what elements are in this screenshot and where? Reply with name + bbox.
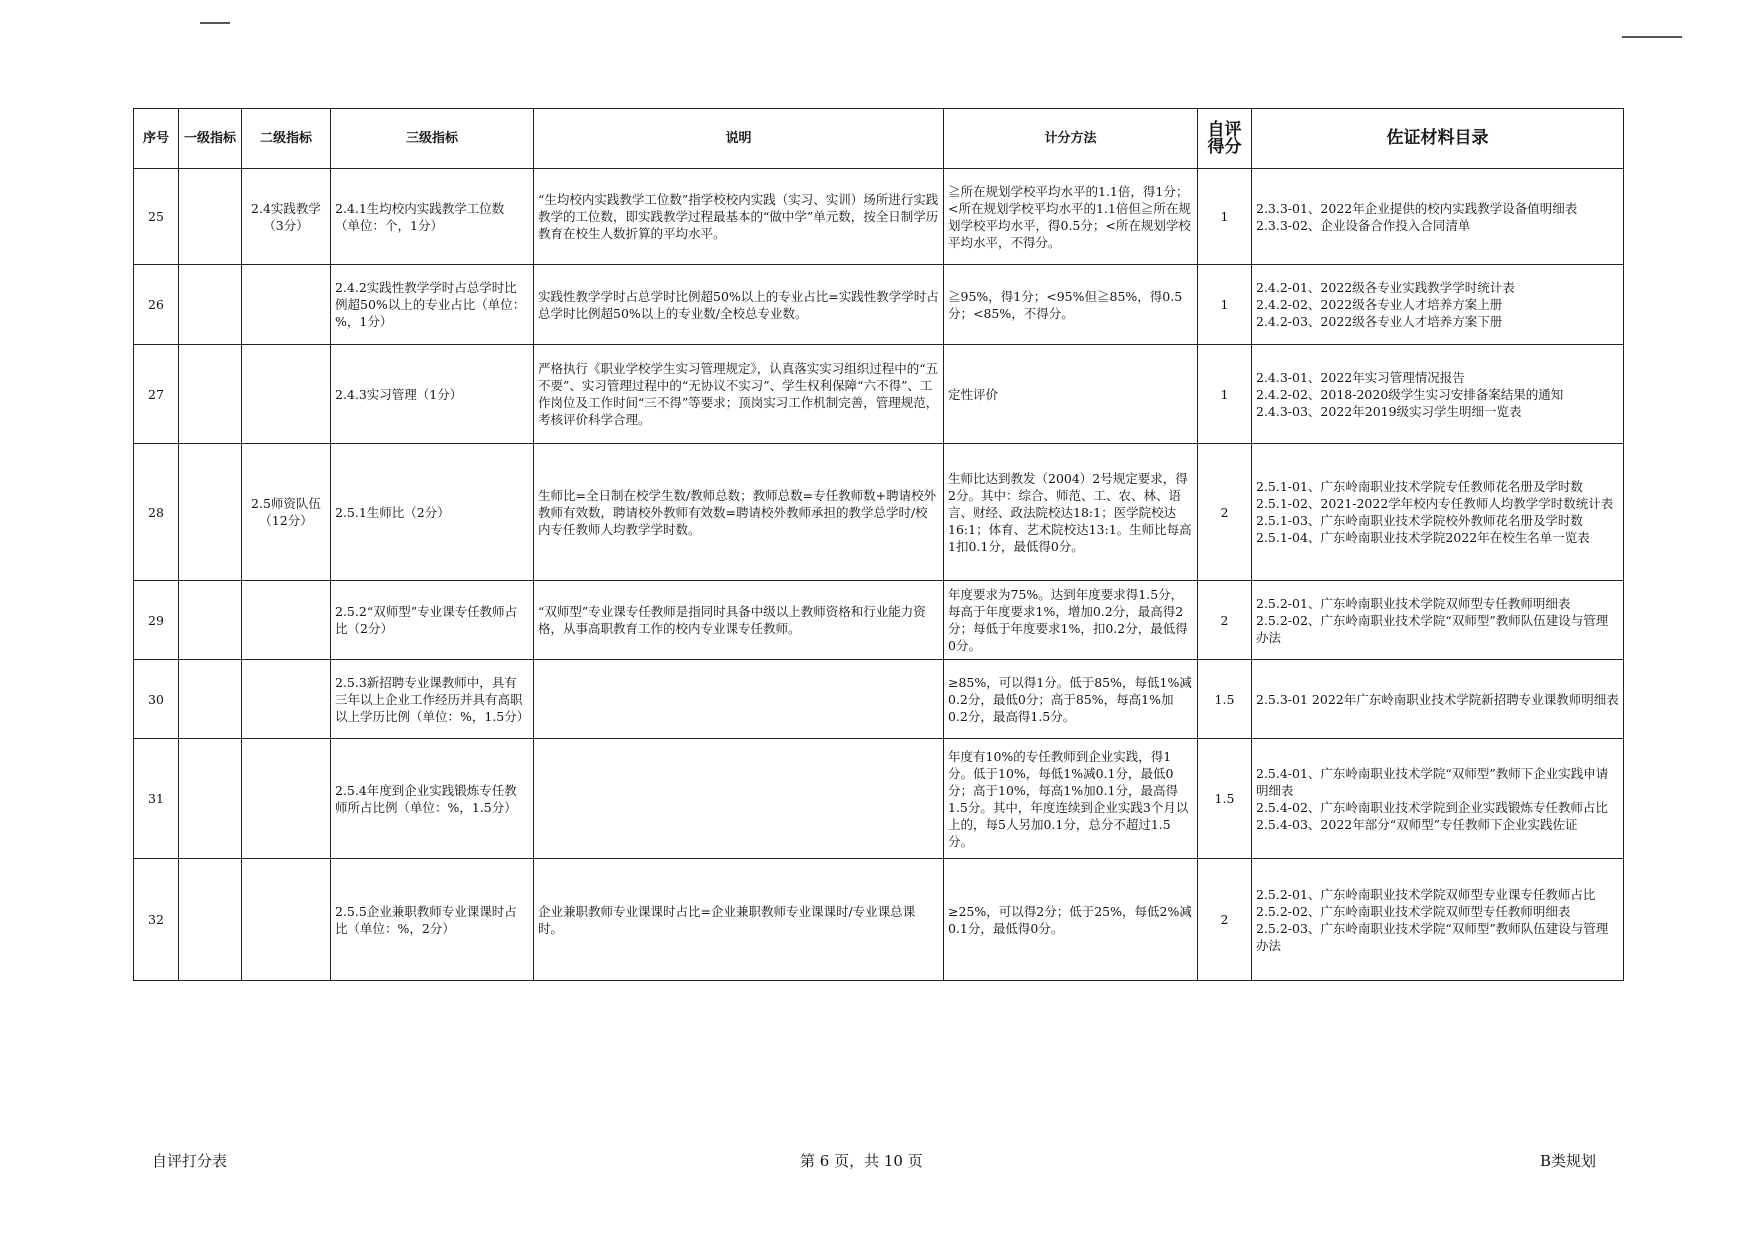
description-cell: 严格执行《职业学校学生实习管理规定》，认真落实实习组织过程中的“五不要”、实习管理过程中的“无协议不实习”、学生权利保障“六不得”、工作岗位及工作时间“三不得”等要求；顶岗实习工作机制完善，管理规范，考核评价科学合理。 <box>534 345 944 444</box>
header-level2: 二级指标 <box>242 109 331 169</box>
header-seq: 序号 <box>134 109 179 169</box>
method-cell: ≧所在规划学校平均水平的1.1倍，得1分；<所在规划学校平均水平的1.1倍但≧所在规划学校平均水平，得0.5分；<所在规划学校平均水平，不得分。 <box>944 169 1198 265</box>
row-number: 30 <box>134 660 179 739</box>
self-score-cell: 2 <box>1198 859 1252 981</box>
level1-cell <box>179 265 242 345</box>
description-cell: 生师比=全日制在校学生数/教师总数；教师总数=专任教师数+聘请校外教师有效数，聘请校外教师有效数=聘请校外教师承担的教学总学时/校内专任教师人均教学学时数。 <box>534 444 944 581</box>
row-number: 31 <box>134 739 179 859</box>
level3-cell: 2.5.5企业兼职教师专业课课时占比（单位：%，2分） <box>331 859 534 981</box>
level2-cell <box>242 739 331 859</box>
table-row <box>134 265 1624 345</box>
score-table <box>133 108 1624 981</box>
description-cell <box>534 660 944 739</box>
level1-cell <box>179 345 242 444</box>
header-level1: 一级指标 <box>179 109 242 169</box>
evidence-cell: 2.3.3-01、2022年企业提供的校内实践教学设备值明细表 2.3.3-02、企业设备合作投入合同清单 <box>1252 169 1624 265</box>
level1-cell <box>179 581 242 660</box>
table-row <box>134 444 1624 581</box>
level2-cell: 2.5师资队伍（12分） <box>242 444 331 581</box>
self-score-cell: 1 <box>1198 265 1252 345</box>
row-number: 26 <box>134 265 179 345</box>
method-cell: 年度有10%的专任教师到企业实践，得1分。低于10%，每低1%减0.1分，最低0分；高于10%，每高1%加0.1分，最高得1.5分。其中，年度连续到企业实践3个月以上的，每5人另加0.1分，总分不超过1.5分。 <box>944 739 1198 859</box>
self-score-cell: 2 <box>1198 581 1252 660</box>
description-cell: 企业兼职教师专业课课时占比=企业兼职教师专业课课时/专业课总课时。 <box>534 859 944 981</box>
level3-cell: 2.4.3实习管理（1分） <box>331 345 534 444</box>
row-number: 28 <box>134 444 179 581</box>
level2-cell <box>242 660 331 739</box>
self-score-cell: 1.5 <box>1198 660 1252 739</box>
scan-mark-top-right <box>1622 36 1682 38</box>
level1-cell <box>179 444 242 581</box>
table-row <box>134 739 1624 859</box>
evidence-cell: 2.5.3-01 2022年广东岭南职业技术学院新招聘专业课教师明细表 <box>1252 660 1624 739</box>
level2-cell <box>242 345 331 444</box>
evidence-cell: 2.5.1-01、广东岭南职业技术学院专任教师花名册及学时数 2.5.1-02、2021-2022学年校内专任教师人均教学学时数统计表 2.5.1-03、广东岭南职业技术学院校外教师花名册及学时数 2.5.1-04、广东岭南职业技术学院2022年在校生名单一览表 <box>1252 444 1624 581</box>
level3-cell: 2.4.1生均校内实践教学工位数（单位：个，1分） <box>331 169 534 265</box>
level3-cell: 2.5.3新招聘专业课教师中，具有三年以上企业工作经历并具有高职以上学历比例（单位：%，1.5分） <box>331 660 534 739</box>
description-cell: “生均校内实践教学工位数”指学校校内实践（实习、实训）场所进行实践教学的工位数，即实践教学过程最基本的“做中学”单元数，按全日制学历教育在校生人数折算的平均水平。 <box>534 169 944 265</box>
level3-cell: 2.5.2“双师型”专业课专任教师占比（2分） <box>331 581 534 660</box>
row-number: 27 <box>134 345 179 444</box>
footer-page-number: 第 6 页，共 10 页 <box>800 1152 923 1170</box>
evidence-cell: 2.4.3-01、2022年实习管理情况报告 2.4.2-02、2018-2020级学生实习安排备案结果的通知 2.4.3-03、2022年2019级实习学生明细一览表 <box>1252 345 1624 444</box>
table-row <box>134 859 1624 981</box>
level3-cell: 2.5.1生师比（2分） <box>331 444 534 581</box>
scan-mark-top-left <box>200 22 230 24</box>
header-desc: 说明 <box>534 109 944 169</box>
evidence-cell: 2.5.2-01、广东岭南职业技术学院双师型专业课专任教师占比 2.5.2-02、广东岭南职业技术学院双师型专任教师明细表 2.5.2-03、广东岭南职业技术学院“双师型”教师队伍建设与管理办法 <box>1252 859 1624 981</box>
method-cell: ≥85%，可以得1分。低于85%，每低1%减0.2分，最低0分；高于85%，每高1%加0.2分，最高得1.5分。 <box>944 660 1198 739</box>
footer-form-name: 自评打分表 <box>152 1152 228 1170</box>
row-number: 29 <box>134 581 179 660</box>
level1-cell <box>179 169 242 265</box>
table-row <box>134 345 1624 444</box>
header-method: 计分方法 <box>944 109 1198 169</box>
level1-cell <box>179 660 242 739</box>
description-cell <box>534 739 944 859</box>
table-row <box>134 169 1624 265</box>
level2-cell <box>242 265 331 345</box>
level3-cell: 2.4.2实践性教学学时占总学时比例超50%以上的专业占比（单位：%，1分） <box>331 265 534 345</box>
level3-cell: 2.5.4年度到企业实践锻炼专任教师所占比例（单位：%，1.5分） <box>331 739 534 859</box>
header-self-score: 自评 得分 <box>1198 109 1252 169</box>
self-score-cell: 2 <box>1198 444 1252 581</box>
self-score-cell: 1 <box>1198 345 1252 444</box>
method-cell: 年度要求为75%。达到年度要求得1.5分，每高于年度要求1%，增加0.2分，最高得2分；每低于年度要求1%，扣0.2分，最低得0分。 <box>944 581 1198 660</box>
method-cell: ≧95%，得1分；<95%但≧85%，得0.5分；<85%，不得分。 <box>944 265 1198 345</box>
row-number: 32 <box>134 859 179 981</box>
description-cell: 实践性教学学时占总学时比例超50%以上的专业占比=实践性教学学时占总学时比例超50%以上的专业数/全校总专业数。 <box>534 265 944 345</box>
self-score-cell: 1 <box>1198 169 1252 265</box>
row-number: 25 <box>134 169 179 265</box>
level2-cell <box>242 859 331 981</box>
evidence-cell: 2.5.2-01、广东岭南职业技术学院双师型专任教师明细表 2.5.2-02、广东岭南职业技术学院“双师型”教师队伍建设与管理办法 <box>1252 581 1624 660</box>
method-cell: 定性评价 <box>944 345 1198 444</box>
table-row <box>134 581 1624 660</box>
method-cell: 生师比达到教发（2004）2号规定要求，得2分。其中：综合、师范、工、农、林、语言、财经、政法院校达18:1；医学院校达16:1；体育、艺术院校达13:1。生师比每高1扣0.1分，最低得0分。 <box>944 444 1198 581</box>
method-cell: ≥25%，可以得2分；低于25%，每低2%减0.1分，最低得0分。 <box>944 859 1198 981</box>
self-score-cell: 1.5 <box>1198 739 1252 859</box>
level1-cell <box>179 739 242 859</box>
header-evidence: 佐证材料目录 <box>1252 109 1624 169</box>
evidence-cell: 2.4.2-01、2022级各专业实践教学学时统计表 2.4.2-02、2022级各专业人才培养方案上册 2.4.2-03、2022级各专业人才培养方案下册 <box>1252 265 1624 345</box>
evidence-cell: 2.5.4-01、广东岭南职业技术学院“双师型”教师下企业实践申请明细表 2.5.4-02、广东岭南职业技术学院到企业实践锻炼专任教师占比 2.5.4-03、2022年部分“双师型”专任教师下企业实践佐证 <box>1252 739 1624 859</box>
footer-category: B类规划 <box>1540 1152 1597 1170</box>
level1-cell <box>179 859 242 981</box>
table-header-row <box>134 109 1624 169</box>
table-row <box>134 660 1624 739</box>
level2-cell: 2.4实践教学（3分） <box>242 169 331 265</box>
level2-cell <box>242 581 331 660</box>
header-level3: 三级指标 <box>331 109 534 169</box>
description-cell: “双师型”专业课专任教师是指同时具备中级以上教师资格和行业能力资格，从事高职教育工作的校内专业课专任教师。 <box>534 581 944 660</box>
